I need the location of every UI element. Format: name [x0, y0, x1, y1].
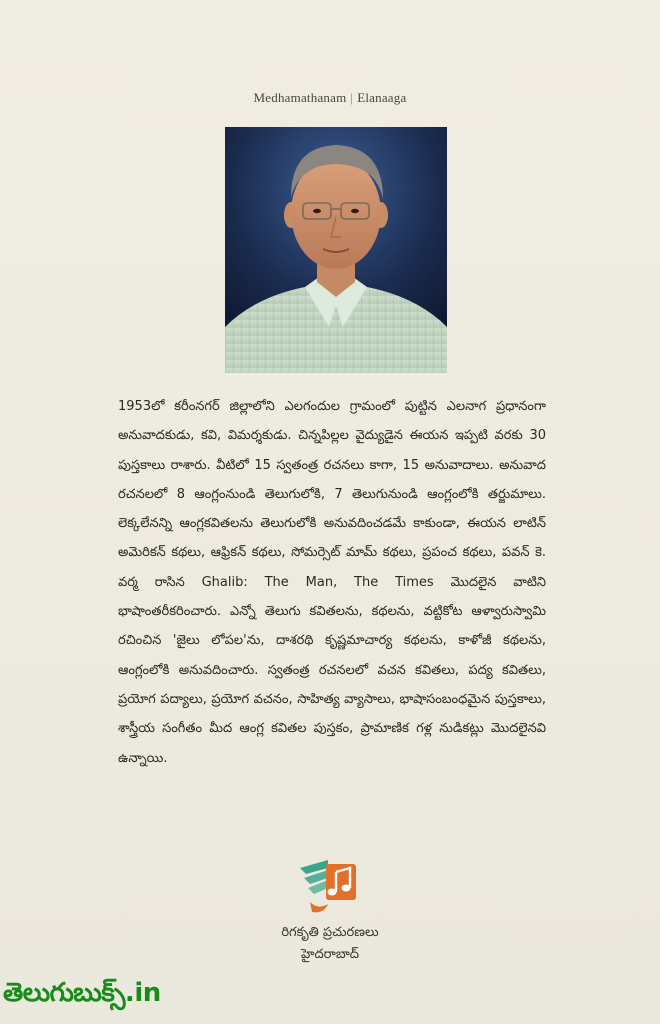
author-photo — [225, 127, 447, 373]
author-portrait-icon — [225, 127, 447, 373]
site-watermark: తెలుగుబుక్స్.in — [3, 978, 161, 1008]
music-note-books-icon — [298, 858, 360, 916]
author-biography: 1953లో కరీంనగర్ జిల్లాలోని ఎలగందుల గ్రామంలో పుట్టిన ఎలనాగ ప్రధానంగా అనువాదకుడు, కవి, విమర్శకుడు. చిన్నపిల్లల వైద్యుడైన ఈయన ఇప్పటి వరకు 30 పుస్తకాలు రాశారు. వీటిలో 15 స్వతంత్ర రచనలు కాగా, 15 అనువాదాలు. అనువాద రచనలలో 8 ఆంగ్లంనుండి తెలుగులోకి, 7 తెలుగునుండి ఆంగ్లంలోకి తర్జుమాలు. లెక్కలేనన్ని ఆంగ్లకవితలను తెలుగులోకి అనువదించడమే కాకుండా, ఈయన లాటిన్ అమెరికన్ కథలు, ఆఫ్రికన్ కథలు, సోమర్సెట్ మామ్ కథలు, ప్రపంచ కథలు, పవన్ కె. వర్మ రాసిన Ghalib: The Man, The Times మొదలైన వాటిని భాషాంతరీకరించారు. ఎన్నో తెలుగు కవితలను, కథలను, వట్టికోట ఆళ్వారుస్వామి రచించిన 'జైలు లోపల'ను, దాశరథి కృష్ణమాచార్య కథలను, కాళోజీ కథలను, ఆంగ్లంలోకి అనువదించారు. స్వతంత్ర రచనలలో వచన కవితలు, పద్య కవితలు, ప్రయోగ పద్యాలు, ప్రయోగ వచనం, సాహిత్య వ్యాసాలు, భాషాసంబంధమైన పుస్తకాలు, శాస్త్రీయ సంగీతం మీద ఆంగ్ల కవితల పుస్తకం, ప్రామాణిక గళ్ల నుడికట్లు మొదలైనవి ఉన్నాయి. — [118, 399, 546, 766]
header-separator: | — [350, 90, 354, 105]
book-author: Elanaaga — [357, 90, 407, 105]
book-title: Medhamathanam — [253, 90, 347, 105]
publisher-logo — [298, 858, 360, 916]
publisher-info — [0, 922, 660, 966]
book-header — [0, 90, 660, 106]
publisher-name: రిగకృతి ప్రచురణలు — [281, 925, 379, 940]
publisher-city: హైదరాబాద్ — [301, 947, 359, 962]
